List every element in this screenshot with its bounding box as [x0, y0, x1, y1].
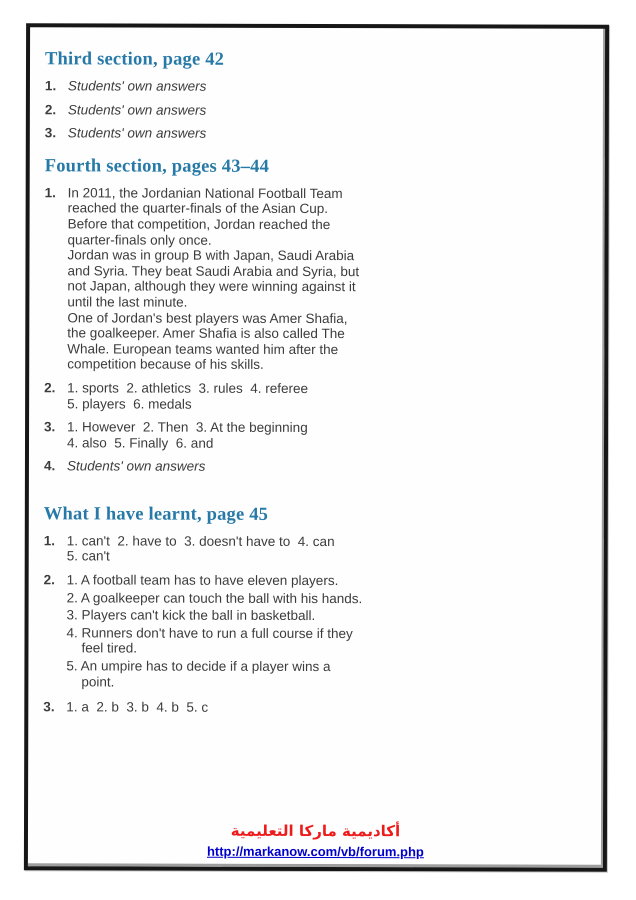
item-number: 1.	[43, 533, 56, 549]
footer-forum-link[interactable]: http://markanow.com/vb/forum.php	[206, 843, 424, 860]
list-item	[43, 700, 579, 717]
list-item	[45, 102, 581, 119]
item-text: 1. a 2. b 3. b 4. b 5. c	[66, 699, 209, 715]
sentence: 3. Players can't kick the ball in basketball.	[66, 607, 316, 624]
item-text: In 2011, the Jordanian National Football Team reached the quarter-finals of the Asian Cup. Before that competition, Jordan reached the quarter-finals only once. Jordan was in group B with Japan, Saudi Arabia and Syria. They beat Saudi Arabia and Syria, but not Japan, although they were winning against it until the last minute. One of Jordan's best players was Amer Shafia, the goalkeeper. Amer Shafia is also called The Whale. European teams wanted him after the competition because of his skills.	[67, 185, 360, 373]
item-number: 2.	[43, 572, 55, 588]
list-item	[44, 459, 580, 476]
item-number: 1.	[44, 185, 56, 201]
item-text: 1. However 2. Then 3. At the beginning 4. also 5. Finally 6. and	[66, 419, 308, 451]
page-footer	[28, 821, 603, 862]
item-number: 3.	[43, 699, 55, 715]
section-heading-fourth: Fourth section, pages 43–44	[44, 156, 270, 177]
item-number: 3.	[44, 419, 56, 435]
sentence: 1. A football team has to have eleven players.	[66, 572, 339, 589]
item-number: 2.	[44, 380, 56, 396]
list-item	[44, 380, 580, 413]
item-text: Students' own answers	[66, 458, 206, 474]
item-number: 2.	[44, 101, 57, 117]
answer-key-content	[28, 27, 605, 716]
section-heading-third: Third section, page 42	[44, 49, 225, 70]
item-number: 4.	[43, 458, 56, 474]
list-item	[44, 533, 580, 566]
list-item	[45, 78, 581, 95]
section-heading-learnt: What I have learnt, page 45	[43, 504, 269, 525]
page-frame	[24, 23, 609, 872]
item-text: Students' own answers	[67, 101, 207, 118]
item-text: 1. can't 2. have to 3. doesn't have to 4. can 5. can't	[66, 533, 335, 564]
list-item	[44, 185, 580, 374]
list-item	[45, 125, 581, 142]
footer-academy-name: أكاديمية ماركا التعليمية	[230, 821, 401, 841]
item-number: 1.	[44, 78, 57, 94]
sentence: 5. An umpire has to decide if a player wins a point.	[66, 658, 331, 690]
item-text: 1. sports 2. athletics 3. rules 4. referee 5. players 6. medals	[67, 380, 309, 412]
sentence: 4. Runners don't have to run a full course if they feel tired.	[66, 625, 353, 656]
sentence: 2. A goalkeeper can touch the ball with his hands.	[66, 590, 363, 606]
item-text: Students' own answers	[67, 125, 207, 141]
item-sentences	[66, 572, 579, 692]
item-number: 3.	[44, 125, 57, 141]
item-text: Students' own answers	[67, 78, 207, 94]
list-item	[44, 419, 580, 452]
list-item	[43, 572, 579, 693]
